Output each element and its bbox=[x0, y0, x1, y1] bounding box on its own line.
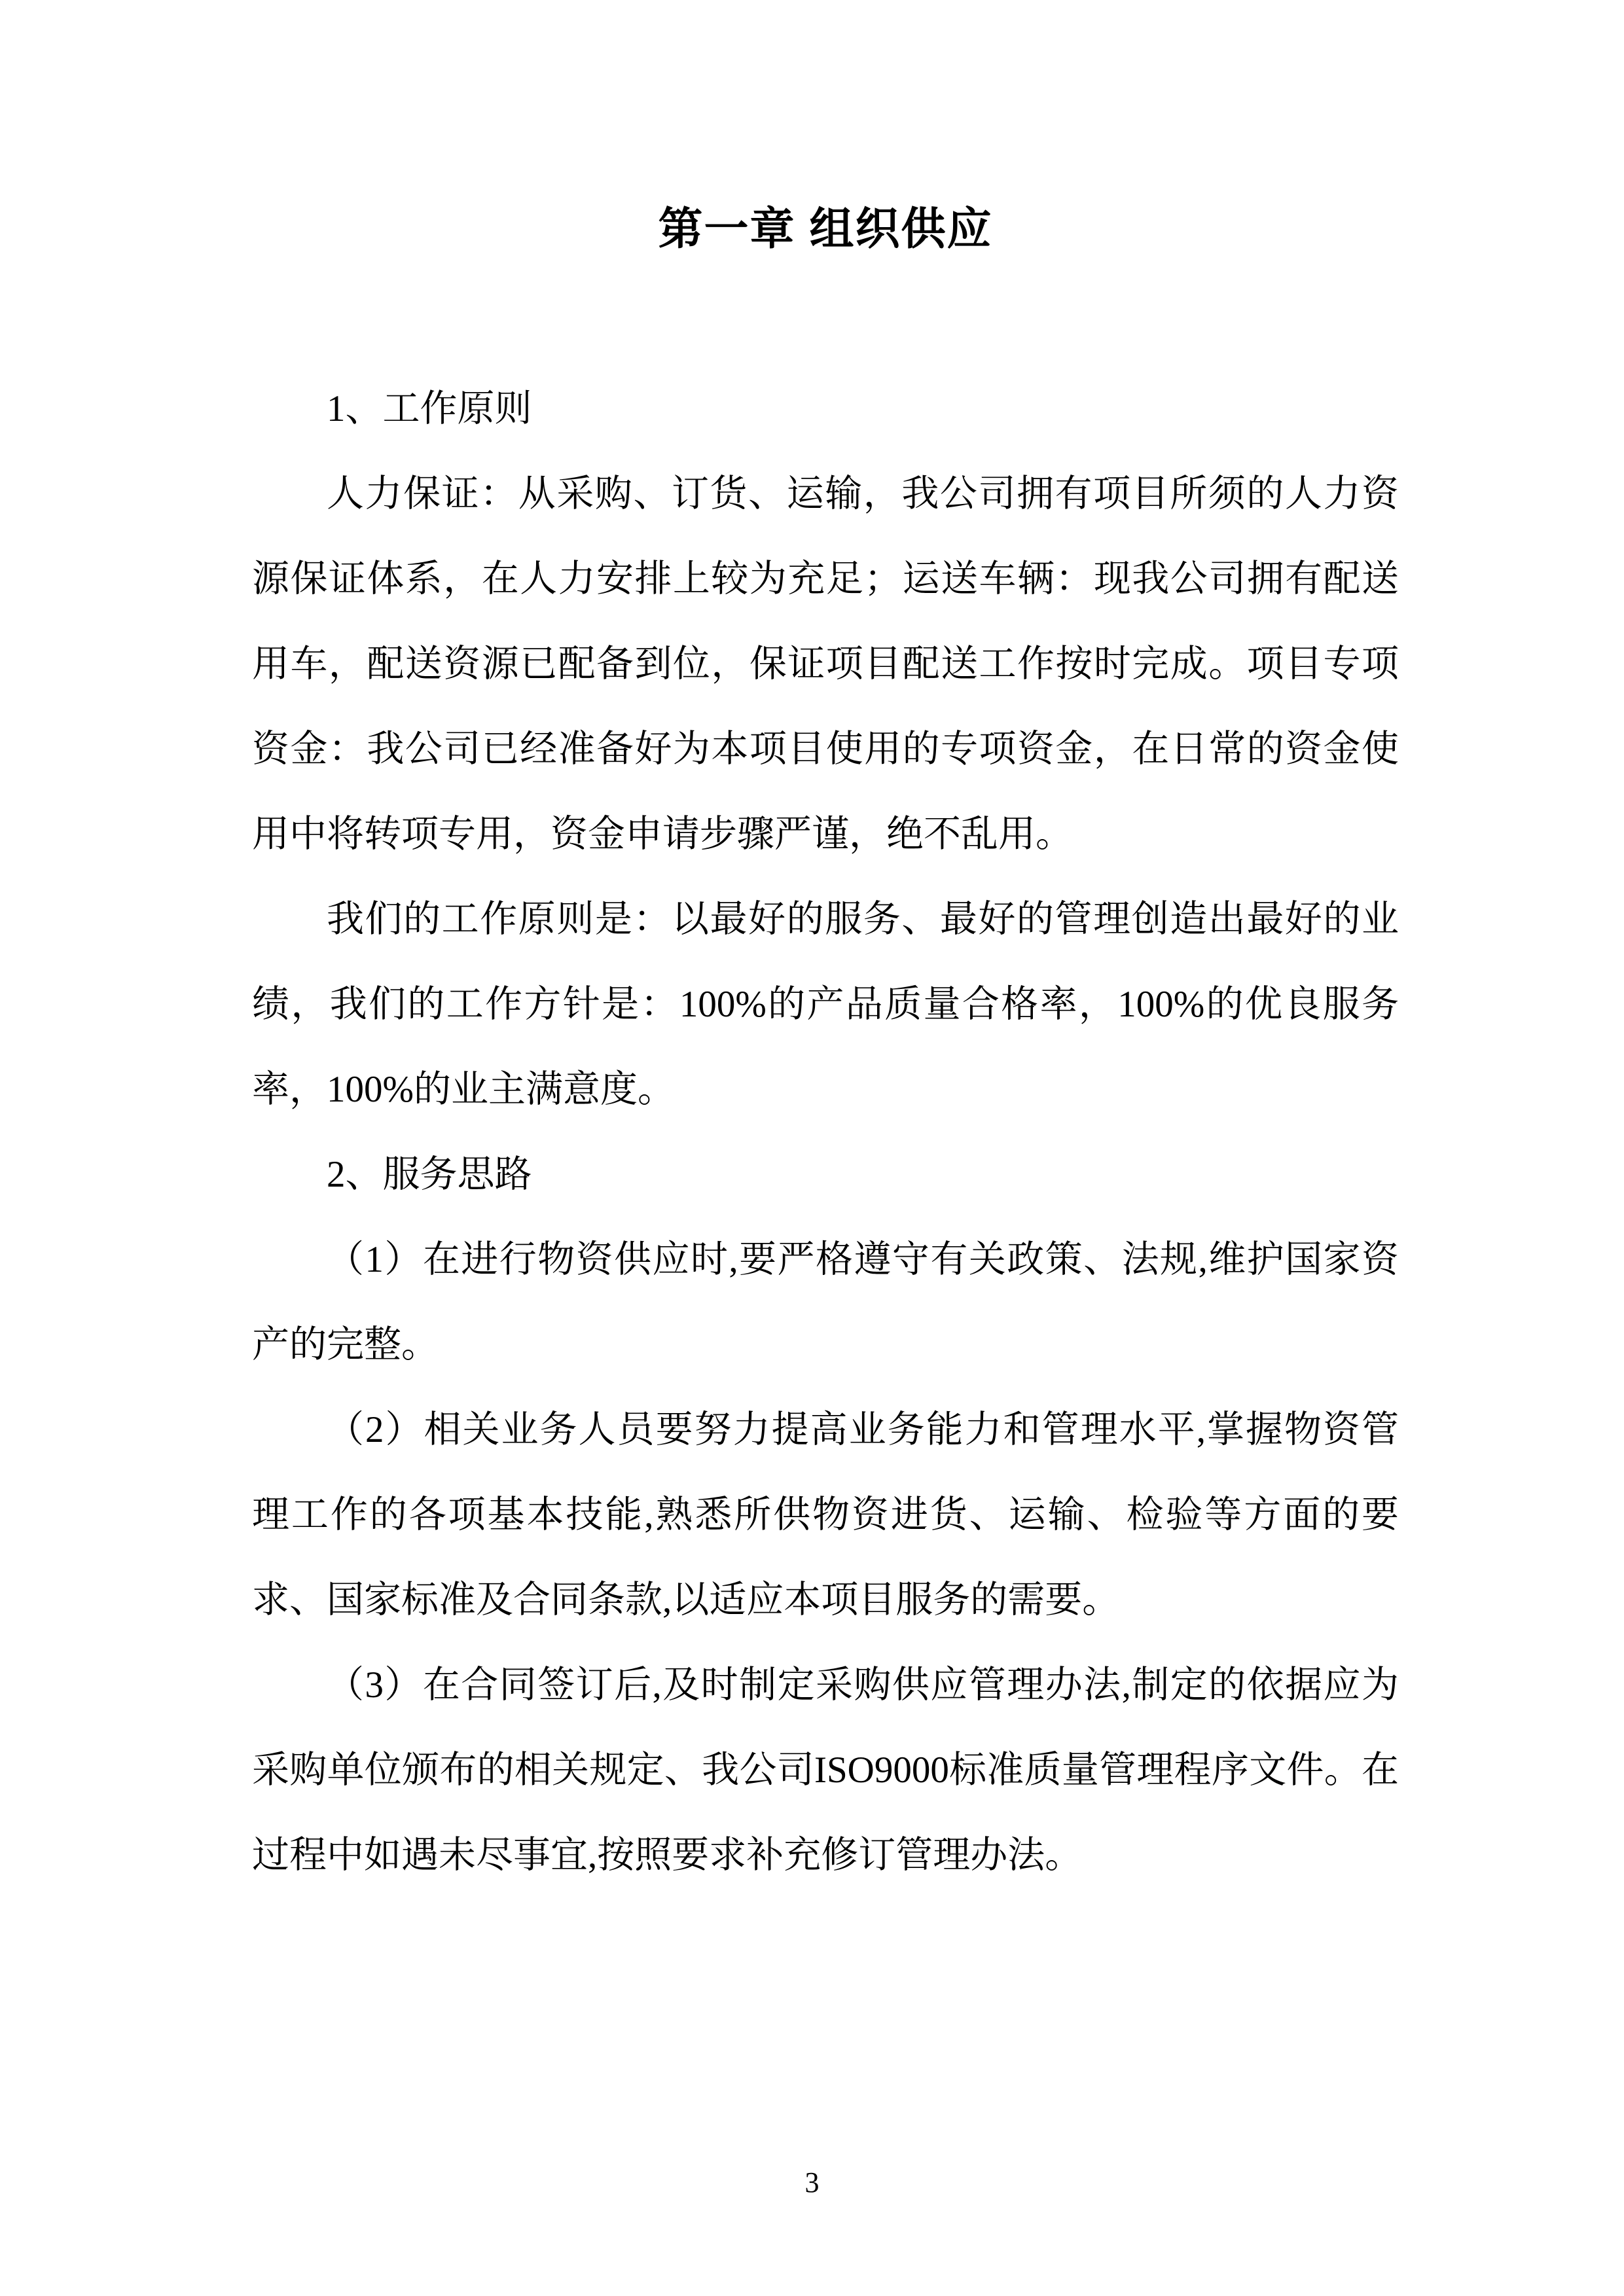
paragraph-service-item-3: （3）在合同签订后,及时制定采购供应管理办法,制定的依据应为采购单位颁布的相关规定、我公司ISO9000标准质量管理程序文件。在过程中如遇未尽事宜,按照要求补充修订管理办法。 bbox=[252, 1664, 1399, 1876]
paragraph-service-item-2: （2）相关业务人员要努力提高业务能力和管理水平,掌握物资管理工作的各项基本技能,熟悉所供物资进货、运输、检验等方面的要求、国家标准及合同条款,以适应本项目服务的需要。 bbox=[252, 1409, 1399, 1621]
chapter-title: 第一章 组织供应 bbox=[658, 204, 993, 254]
page-number: 3 bbox=[804, 2166, 820, 2198]
paragraph-manpower-guarantee: 人力保证：从采购、订货、运输，我公司拥有项目所须的人力资源保证体系，在人力安排上较为充足；运送车辆：现我公司拥有配送用车，配送资源已配备到位，保证项目配送工作按时完成。项目专项资金：我公司已经准备好为本项目使用的专项资金，在日常的资金使用中将转项专用，资金申请步骤严谨，绝不乱用。 bbox=[252, 473, 1399, 855]
document-content bbox=[252, 196, 1399, 1898]
paragraph-service-item-1: （1）在进行物资供应时,要严格遵守有关政策、法规,维护国家资产的完整。 bbox=[252, 1239, 1399, 1365]
paragraph-work-principle-heading: 1、工作原则 bbox=[327, 388, 532, 429]
paragraph-work-principle-detail: 我们的工作原则是：以最好的服务、最好的管理创造出最好的业绩，我们的工作方针是：100%的产品质量合格率，100%的优良服务率，100%的业主满意度。 bbox=[252, 899, 1399, 1110]
paragraph-service-approach-heading: 2、服务思路 bbox=[327, 1154, 532, 1195]
